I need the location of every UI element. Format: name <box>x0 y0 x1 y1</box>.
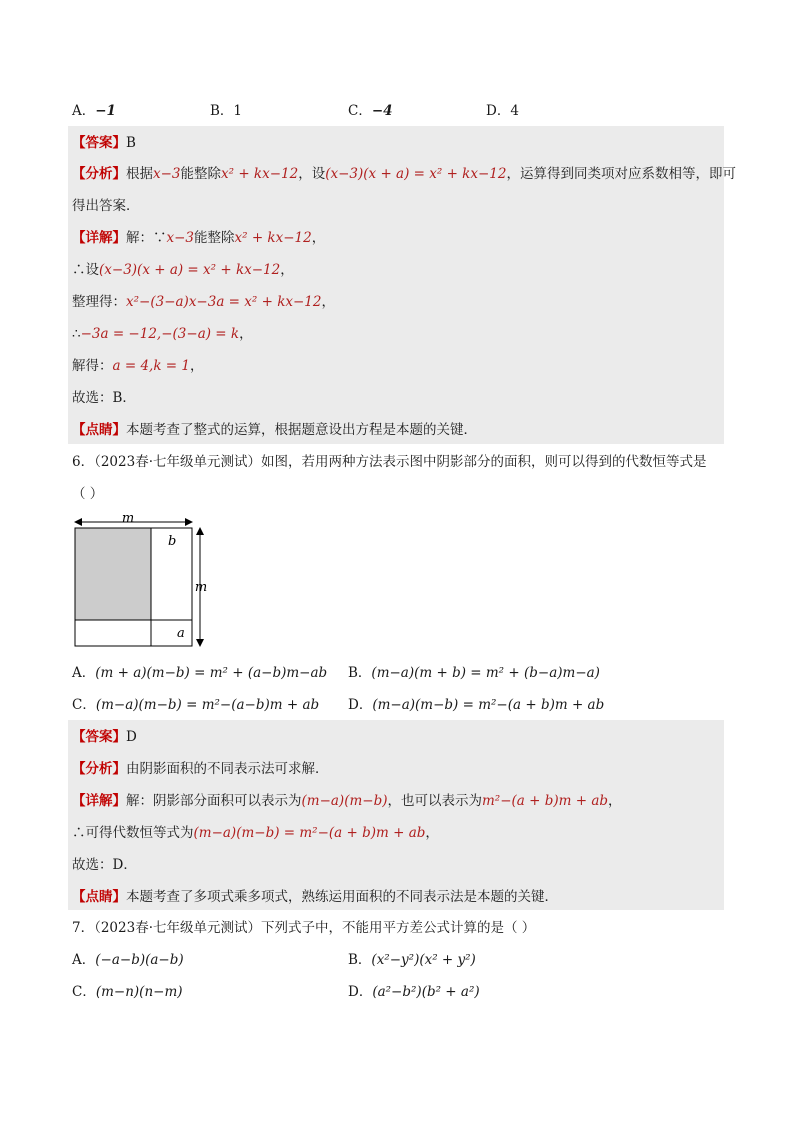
q6-answer: 【答案】D <box>72 729 137 745</box>
q7-option-a: A．(−a−b)(a−b) <box>72 952 184 968</box>
q5-option-b: B．1 <box>210 103 243 119</box>
q7-option-c: C．(m−n)(n−m) <box>72 984 183 1000</box>
q5-comment: 【点睛】本题考查了整式的运算，根据题意设出方程是本题的关键． <box>72 422 477 438</box>
q5-detail-line-4: ∴−3a = −12,−(3−a) = k， <box>72 326 253 342</box>
q6-option-a: A．(m + a)(m−b) = m² + (a−b)m−ab <box>72 665 328 681</box>
q5-option-c: C．−4 <box>348 103 393 119</box>
q6-stem-line-2: （ ） <box>72 486 104 502</box>
q5-detail-line-6: 故选：B． <box>72 390 136 406</box>
label-m-top: m <box>121 511 135 526</box>
q6-option-b: B．(m−a)(m + b) = m² + (b−a)m−a) <box>348 665 600 681</box>
q5-detail-line-2: ∴设(x−3)(x + a) = x² + kx−12， <box>72 262 294 278</box>
q6-option-c: C．(m−a)(m−b) = m²−(a−b)m + ab <box>72 697 320 713</box>
q5-detail-line-3: 整理得：x²−(3−a)x−3a = x² + kx−12， <box>72 294 335 310</box>
q6-detail-line-1: 【详解】解：阴影部分面积可以表示为(m−a)(m−b)，也可以表示为m²−(a + b)m + ab， <box>72 793 622 809</box>
q6-detail-line-3: 故选：D． <box>72 857 137 873</box>
shaded-region <box>75 528 151 620</box>
q5-answer: 【答案】B <box>72 135 136 151</box>
q5-option-d: D．4 <box>486 103 519 119</box>
q6-comment: 【点睛】本题考查了多项式乘多项式，熟练运用面积的不同表示法是本题的关键． <box>72 889 558 905</box>
q6-figure <box>70 510 215 652</box>
q6-option-d: D．(m−a)(m−b) = m²−(a + b)m + ab <box>348 697 605 713</box>
q6-stem-line-1: 6．（2023春·七年级单元测试）如图，若用两种方法表示图中阴影部分的面积，则可以得到的代数恒等式是 <box>72 454 707 470</box>
label-a: a <box>177 626 185 641</box>
q5-analysis-line-2: 得出答案． <box>72 198 140 214</box>
q6-detail-line-2: ∴可得代数恒等式为(m−a)(m−b) = m²−(a + b)m + ab， <box>72 825 439 841</box>
q5-detail-line-5: 解得：a = 4,k = 1， <box>72 358 204 374</box>
q5-option-a: A．−1 <box>72 103 116 119</box>
q5-analysis-line-1: 【分析】根据x−3能整除x² + kx−12，设(x−3)(x + a) = x² + kx−12，运算得到同类项对应系数相等，即可 <box>72 166 736 182</box>
q7-stem: 7．（2023春·七年级单元测试）下列式子中，不能用平方差公式计算的是（ ） <box>72 920 536 936</box>
q7-option-b: B．(x²−y²)(x² + y²) <box>348 952 476 968</box>
label-m-right: m <box>194 580 208 595</box>
q6-analysis: 【分析】由阴影面积的不同表示法可求解． <box>72 761 329 777</box>
label-b: b <box>168 534 177 549</box>
q6-solution-block <box>68 720 724 910</box>
q7-option-d: D．(a²−b²)(b² + a²) <box>348 984 480 1000</box>
q5-detail-line-1: 【详解】解：∵x−3能整除x² + kx−12， <box>72 230 326 246</box>
